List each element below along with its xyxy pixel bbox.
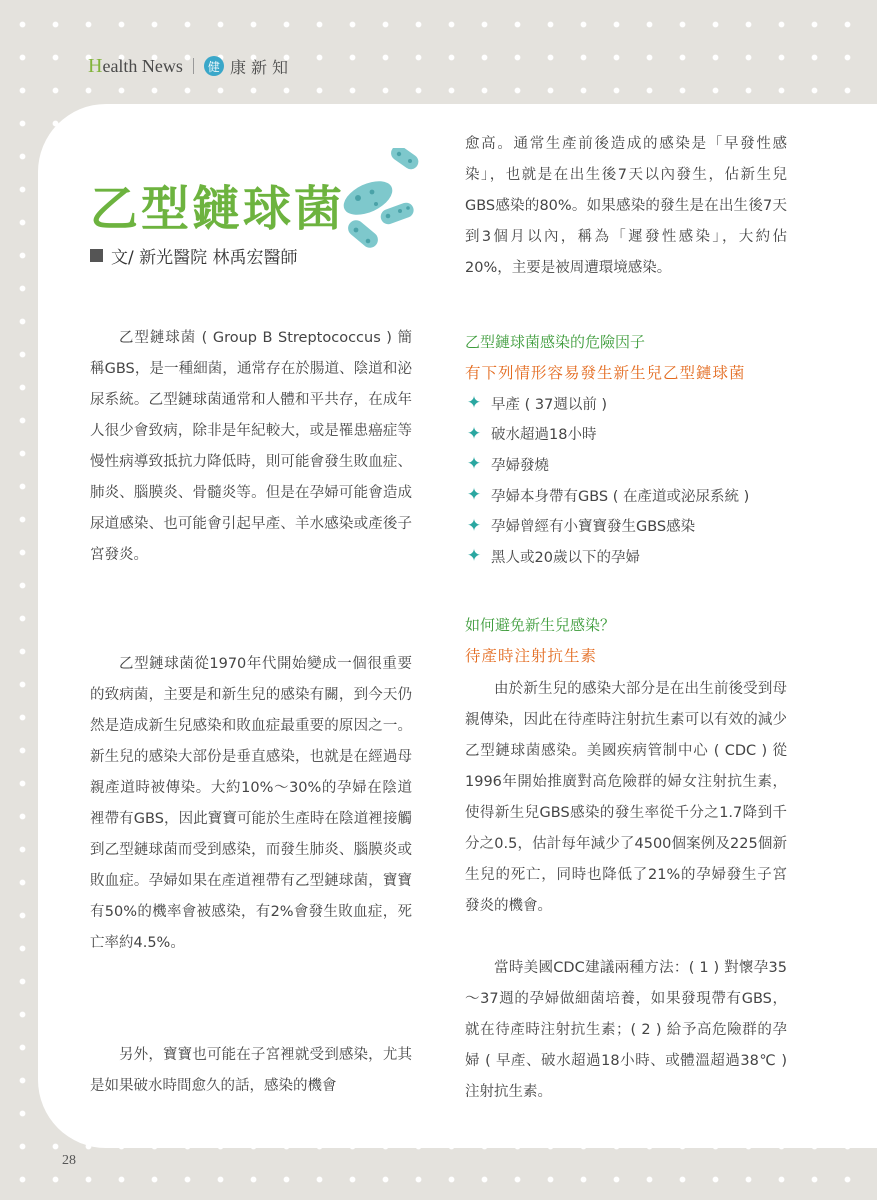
star-bullet-icon: ✦ [466,485,482,506]
list-item: ✦ 早產 ( 37週以前 ) [466,393,608,414]
risk-factor-list [465,388,805,572]
article-title: 乙型鏈球菌 [90,181,346,237]
prevention-heading: 如何避免新生兒感染？ [465,616,616,634]
risk-subheading: 有下列情形容易發生新生兒乙型鏈球菌 [465,364,746,382]
right-paragraph-2: 當時美國CDC建議兩種方法：( 1 ) 對懷孕35～37週的孕婦做細菌培養，如果發現帶有GBS，就在待產時注射抗生素；( 2 ) 給予高危險群的孕婦 ( 早產、破水超過18小時、或體溫超過38℃ ) 注射抗生素。 [465,960,787,1100]
health-badge-icon: 健 [204,56,224,76]
left-paragraph-1: 乙型鏈球菌 ( Group B Streptococcus ) 簡稱GBS，是一種細菌，通常存在於腸道、陰道和泌尿系統。乙型鏈球菌通常和人體和平共存，在成年人很少會致病，除非是年紀較大，或是罹患癌症等慢性病導致抵抗力降低時，則可能會發生敗血症、肺炎、腦膜炎、骨髓炎等。但是在孕婦可能會造成尿道感染、也可能會引起早產、羊水感染或產後子宮發炎。 [90,330,412,563]
star-bullet-icon: ✦ [466,423,482,444]
star-bullet-icon: ✦ [466,515,482,536]
author-line [90,243,298,268]
list-item: ✦ 孕婦發燒 [466,454,549,475]
prevention-subheading: 待產時注射抗生素 [465,647,598,665]
left-paragraph-2: 乙型鏈球菌從1970年代開始變成一個很重要的致病菌，主要是和新生兒的感染有關，到今天仍然是造成新生兒感染和敗血症最重要的原因之一。新生兒的感染大部份是垂直感染，也就是在經過母親產道時被傳染。大約10%～30%的孕婦在陰道裡帶有GBS，因此寶寶可能於生產時在陰道裡接觸到乙型鏈球菌而受到感染，而發生肺炎、腦膜炎或敗血症。孕婦如果在產道裡帶有乙型鏈球菌，寶寶有50%的機率會被感染，有2%會發生敗血症，死亡率約4.5%。 [90,656,412,951]
star-bullet-icon: ✦ [466,546,482,567]
star-bullet-icon: ✦ [466,454,482,475]
section-name: 康新知 [229,57,293,77]
list-item: ✦ 孕婦本身帶有GBS ( 在產道或泌尿系統 ) [466,485,750,506]
author-square-icon [90,249,103,262]
brand-name: Health News [88,54,183,77]
risk-heading: 乙型鏈球菌感染的危險因子 [465,333,646,351]
list-item: ✦ 破水超過18小時 [466,423,597,444]
left-paragraph-3: 另外，寶寶也可能在子宮裡就受到感染，尤其是如果破水時間愈久的話，感染的機會 [90,1047,412,1094]
right-paragraph-1: 由於新生兒的感染大部分是在出生前後受到母親傳染，因此在待產時注射抗生素可以有效的減少乙型鏈球菌感染。美國疾病管制中心 ( CDC ) 從1996年開始推廣對高危險群的婦女注射抗生素，使得新生兒GBS感染的發生率從千分之1.7降到千分之0.5，估計每年減少了4500個案例及225個新生兒的死亡，同時也降低了21%的孕婦發生子宮發炎的機會。 [465,681,787,914]
star-bullet-icon: ✦ [466,393,482,414]
list-item: ✦ 孕婦曾經有小寶寶發生GBS感染 [466,515,696,536]
page-number: 28 [62,1153,76,1168]
author-text: 文/ 新光醫院 林禹宏醫師 [111,248,298,268]
bacteria-illustration-icon [338,148,426,258]
right-intro-paragraph: 愈高。通常生產前後造成的感染是「早發性感染」，也就是在出生後7天以內發生，佔新生兒GBS感染的80%。如果感染的發生是在出生後7天到3個月以內，稱為「遲發性感染」，大約佔20%，主要是被周遭環境感染。 [465,136,787,276]
header-divider [193,58,194,74]
list-item: ✦ 黑人或20歲以下的孕婦 [466,546,640,567]
page-header [88,52,293,80]
